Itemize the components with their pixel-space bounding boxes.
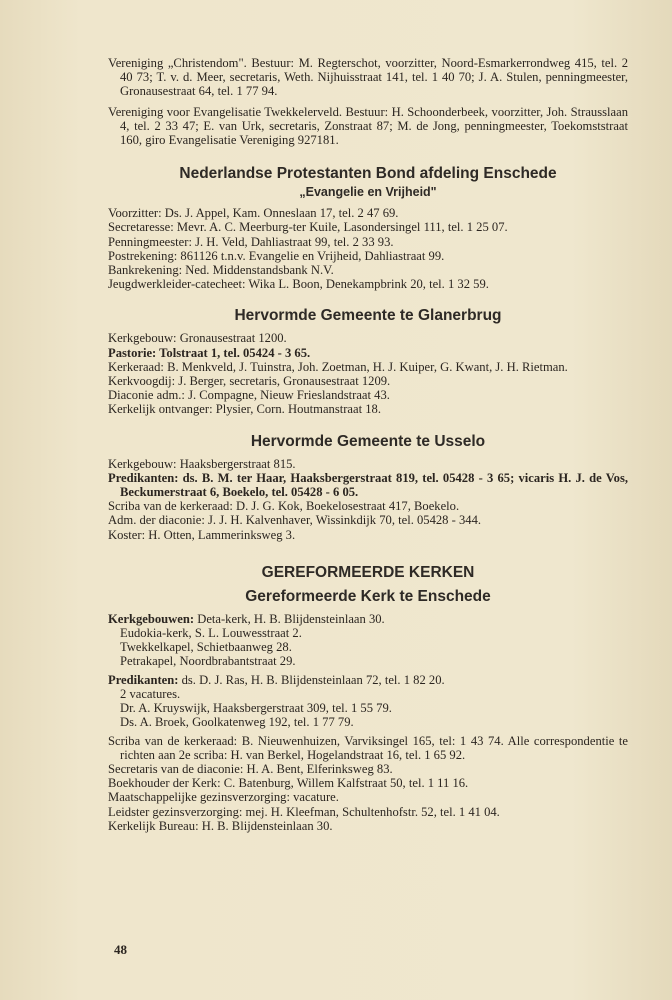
usselo-kerkgebouw: Kerkgebouw: Haaksbergerstraat 815. [108,456,296,471]
gereformeerde-maatschappelijk: Maatschappelijke gezinsverzorging: vacature. [108,790,339,805]
christendom-entry: Vereniging „Christendom". Bestuur: M. Regterschot, voorzitter, Noord-Esmarkerrondweg 415, tel. 2 40 73; T. v. d. Meer, secretaris, Weth. Nijhuisstraat 141, tel. 1 40 70; J. A. Stulen, penningmeester, Gronausestraat 64, tel. 1 77 94. [108,56,628,99]
gereformeerde-secretaris: Secretaris van de diaconie: H. A. Bent, Elferinksweg 83. [108,761,393,776]
npb-subtitle: „Evangelie en Vrijheid" [299,185,437,200]
gereformeerde-leidster: Leidster gezinsverzorging: mej. H. Kleefman, Schultenhofstr. 52, tel. 1 41 04. [108,804,500,819]
npb-line: Jeugdwerkleider-catecheet: Wika L. Boon, Denekampbrink 20, tel. 1 32 59. [108,277,489,292]
predikant-item: 2 vacatures. [120,686,181,701]
npb-line: Postrekening: 861126 t.n.v. Evangelie en Vrijheid, Dahliastraat 99. [108,248,445,263]
kerkgebouw-item: Twekkelkapel, Schietbaanweg 28. [120,640,292,655]
npb-line: Bankrekening: Ned. Middenstandsbank N.V. [108,263,334,278]
glanerbrug-kerkvoogdij: Kerkvoogdij: J. Berger, secretaris, Gronausestraat 1209. [108,374,391,389]
glanerbrug-diaconie: Diaconie adm.: J. Compagne, Nieuw Frieslandstraat 43. [108,388,390,403]
predikant-item: ds. D. J. Ras, H. B. Blijdensteinlaan 72, tel. 1 82 20. [181,672,445,687]
usselo-adm: Adm. der diaconie: J. J. H. Kalvenhaver, Wissinkdijk 70, tel. 05428 - 344. [108,513,482,528]
usselo-predikanten: Predikanten: ds. B. M. ter Haar, Haaksbergerstraat 819, tel. 05428 - 3 65; vicaris H. J. de Vos, Beckumerstraat 6, Boekelo, tel. 05428 - 6 05. [108,470,628,500]
kerkgebouw-item: Petrakapel, Noordbrabantstraat 29. [120,654,296,669]
glanerbrug-title: Hervormde Gemeente te Glanerbrug [234,307,502,325]
glanerbrug-ontvanger: Kerkelijk ontvanger: Plysier, Corn. Houtmanstraat 18. [108,402,382,417]
glanerbrug-kerkgebouw: Kerkgebouw: Gronausestraat 1200. [108,331,287,346]
gereformeerde-boekhouder: Boekhouder der Kerk: C. Batenburg, Willem Kalfstraat 50, tel. 1 11 16. [108,776,469,791]
npb-line: Voorzitter: Ds. J. Appel, Kam. Onneslaan 17, tel. 2 47 69. [108,206,399,221]
kerkgebouw-item: Eudokia-kerk, S. L. Louwesstraat 2. [120,626,302,641]
predikant-item: Dr. A. Kruyswijk, Haaksbergerstraat 309, tel. 1 55 79. [120,701,392,716]
kerkgebouw-item: Deta-kerk, H. B. Blijdensteinlaan 30. [197,611,385,626]
npb-title: Nederlandse Protestanten Bond afdeling Enschede [179,165,557,183]
gereformeerde-bureau: Kerkelijk Bureau: H. B. Blijdensteinlaan 30. [108,818,333,833]
page-number: 48 [114,942,127,957]
gereformeerde-heading: GEREFORMEERDE KERKEN [261,563,475,581]
twekkelerveld-entry: Vereniging voor Evangelisatie Twekkelerveld. Bestuur: H. Schoonderbeek, voorzitter, Joh. Strausslaan 4, tel. 2 33 47; E. van Urk, secretaris, Zonstraat 87; M. de Jong, penningmeester, Toekomststraat 160, giro Evangelisatie Vereniging 927181. [108,104,628,148]
usselo-koster: Koster: H. Otten, Lammerinksweg 3. [108,527,296,542]
gereformeerde-scriba: Scriba van de kerkeraad: B. Nieuwenhuizen, Varviksingel 165, tel: 1 43 74. Alle correspondentie te richten aan 2e scriba: H. van Berkel, Hogelandstraat 16, tel. 1 65 92. [108,733,628,762]
kerkgebouwen-label: Kerkgebouwen: [108,611,195,626]
npb-line: Secretaresse: Mevr. A. C. Meerburg-ter Kuile, Lasondersingel 111, tel. 1 25 07. [108,220,508,235]
predikanten-label: Predikanten: [108,672,179,687]
predikant-item: Ds. A. Broek, Goolkatenweg 192, tel. 1 77 79. [120,715,354,730]
usselo-title: Hervormde Gemeente te Usselo [250,432,486,450]
glanerbrug-pastorie: Pastorie: Tolstraat 1, tel. 05424 - 3 65. [108,345,311,360]
npb-line: Penningmeester: J. H. Veld, Dahliastraat 99, tel. 2 33 93. [108,234,394,249]
gereformeerde-title: Gereformeerde Kerk te Enschede [245,587,491,605]
usselo-scriba: Scriba van de kerkeraad: D. J. G. Kok, Boekelosestraat 417, Boekelo. [108,499,460,514]
glanerbrug-kerkeraad: Kerkeraad: B. Menkveld, J. Tuinstra, Joh. Zoetman, H. J. Kuiper, G. Kwant, J. H. Rietman. [108,359,568,374]
